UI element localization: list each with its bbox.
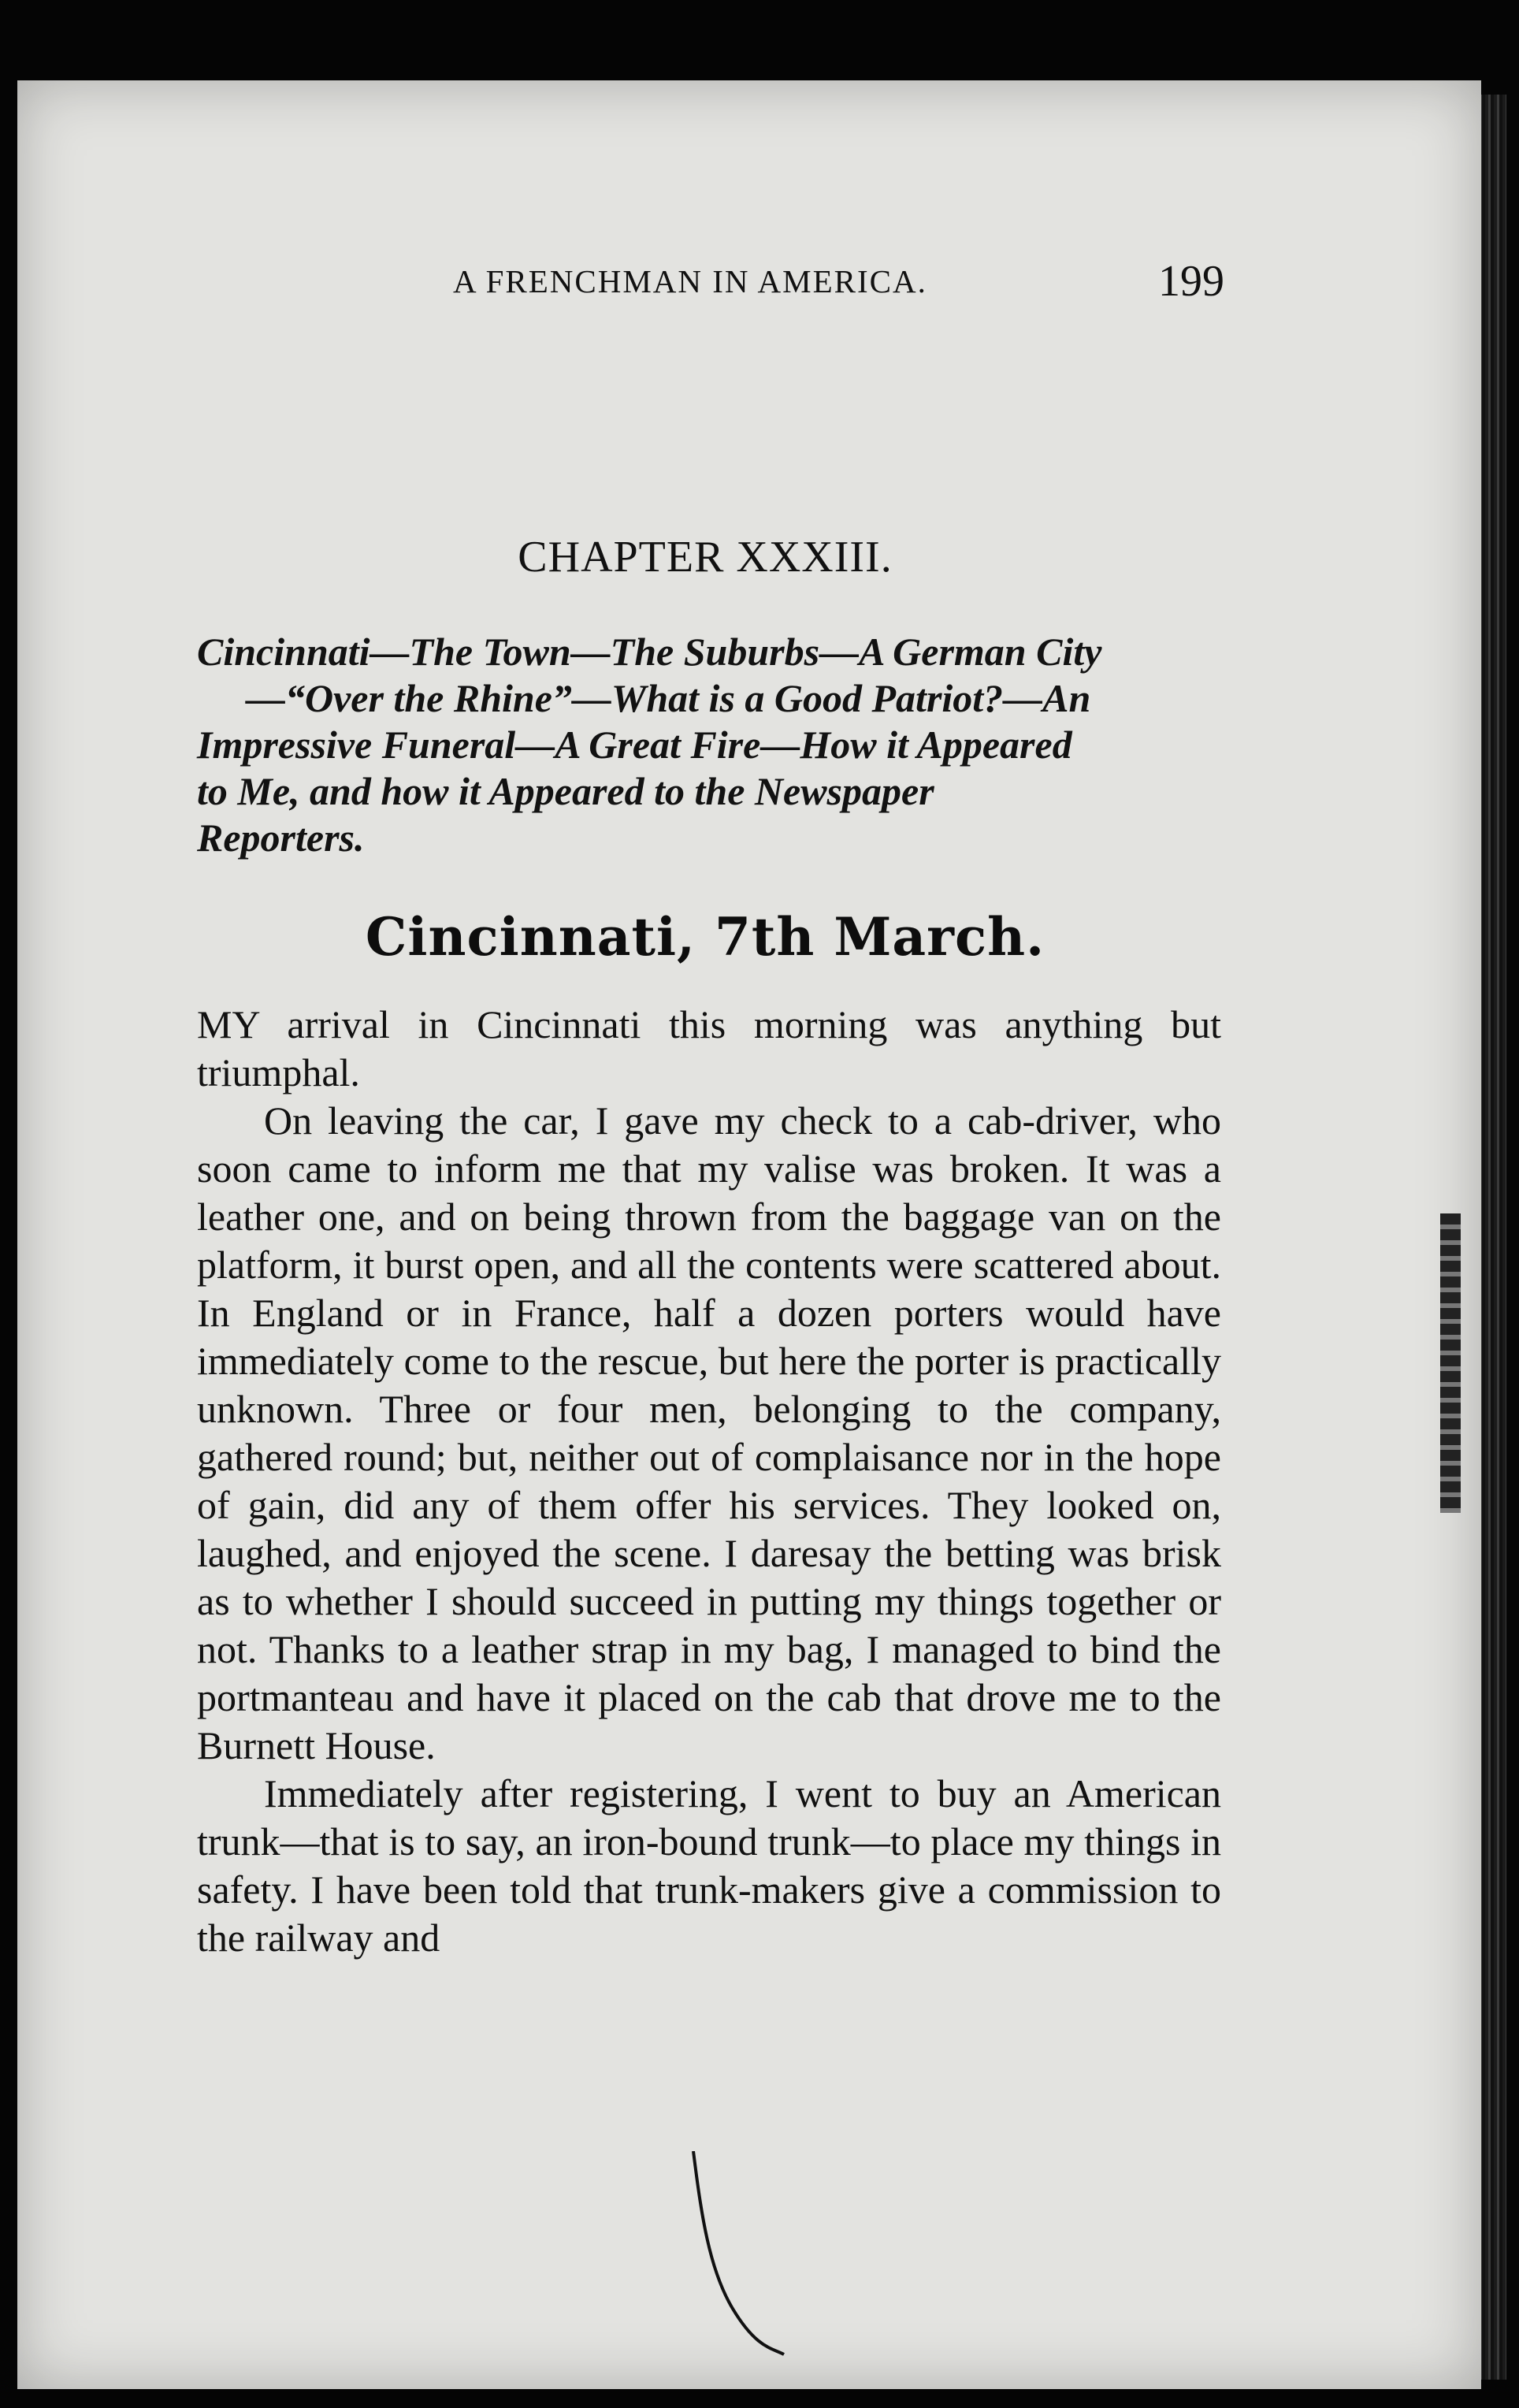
running-title: A FRENCHMAN IN AMERICA. [453, 263, 927, 299]
synopsis-line: —“Over the Rhine”—What is a Good Patriot?—An [246, 676, 1091, 720]
synopsis-line: Reporters. [197, 816, 365, 860]
body-text [197, 1001, 1221, 1962]
paragraph: Immediately after registering, I went to buy an American trunk—that is to say, an iron-bound trunk—to place my things in safety. I have been told that trunk-makers give a commission to the railway and [197, 1771, 1221, 1960]
paragraph: On leaving the car, I gave my check to a cab-driver, who soon came to inform me that my valise was broken. It was a leather one, and on being thrown from the baggage van on the platform, it burst open, and all the contents were scattered about. In England or in France, half a dozen porters would have immediately come to the rescue, but here the porter is practically unknown. Three or four men, belonging to the company, gathered round; but, neither out of complaisance nor in the hope of gain, did any of them offer his services. They looked on, laughed, and enjoyed the scene. I daresay the betting was brisk as to whether I should succeed in putting my things together or not. Thanks to a leather strap in my bag, I managed to bind the portmanteau and have it placed on the cab that drove me to the Burnett House. [197, 1098, 1221, 1767]
page-edge-mark [1440, 1213, 1461, 1513]
paragraph: MY arrival in Cincinnati this morning was anything but triumphal. [197, 1002, 1221, 1094]
chapter-synopsis [197, 629, 1221, 861]
running-head [0, 256, 1519, 311]
scratch-stroke [693, 2151, 784, 2354]
scan-scratch-mark [685, 2151, 788, 2356]
synopsis-line: to Me, and how it Appeared to the Newspaper [197, 769, 934, 813]
date-heading: Cincinnati, 7th March. [365, 906, 1045, 968]
synopsis-line: Impressive Funeral—A Great Fire—How it Appeared [197, 723, 1072, 767]
synopsis-line: Cincinnati—The Town—The Suburbs—A German City [197, 630, 1102, 674]
chapter-title: CHAPTER XXXIII. [518, 533, 893, 582]
page-number: 199 [1158, 257, 1224, 306]
